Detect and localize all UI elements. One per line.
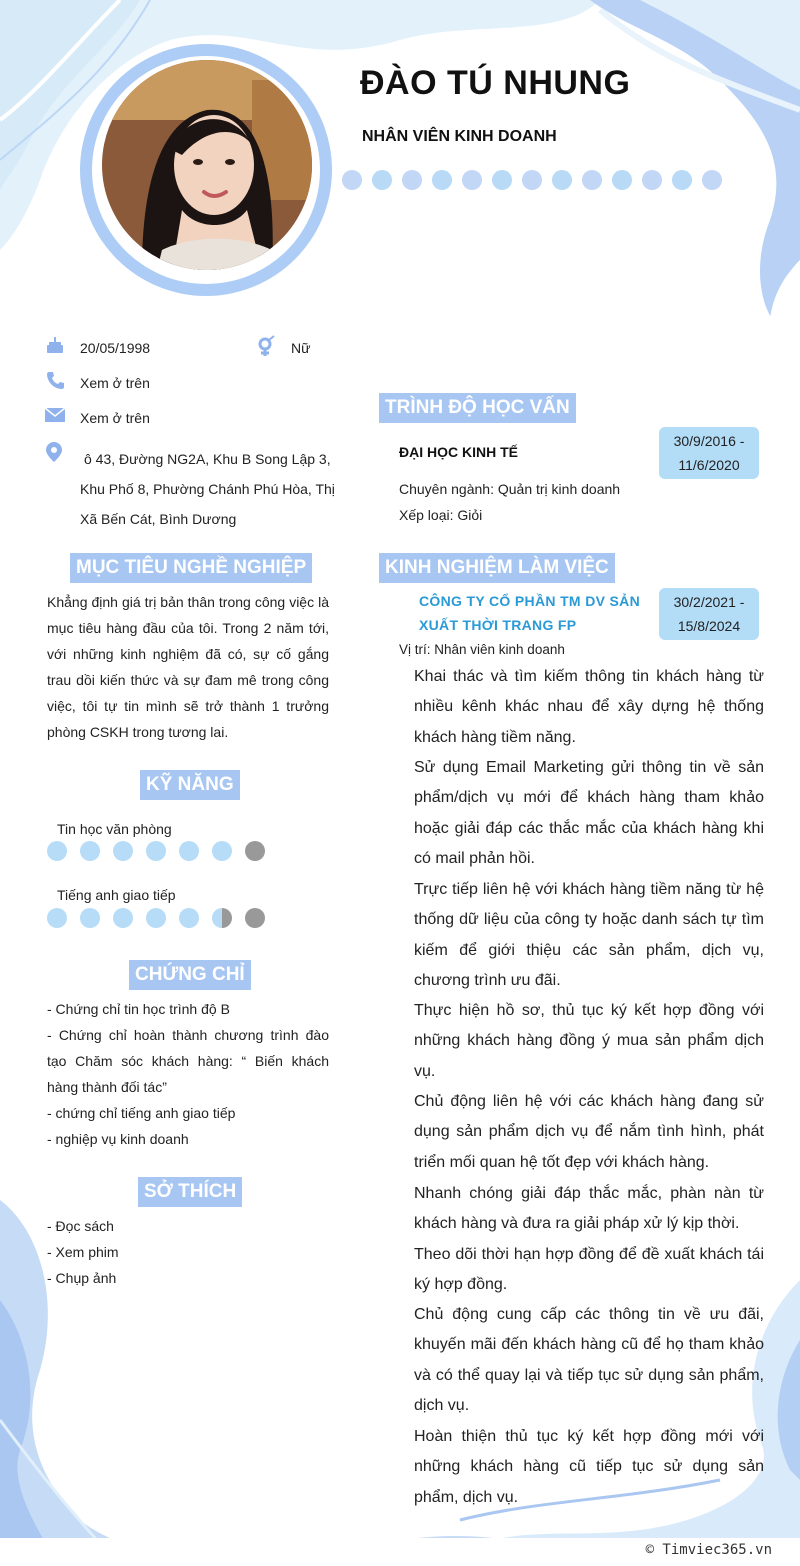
skill-label: Tin học văn phòng xyxy=(57,821,172,837)
location-icon xyxy=(46,442,62,467)
experience-position: Vị trí: Nhân viên kinh doanh xyxy=(399,642,565,657)
address-line: ô 43, Đường NG2A, Khu B Song Lập 3, xyxy=(84,451,331,467)
gender-icon xyxy=(256,335,276,362)
company-name xyxy=(419,589,640,637)
certificates-heading: CHỨNG CHỈ xyxy=(129,960,251,990)
objective-text: Khẳng định giá trị bản thân trong công việc là mục tiêu hàng đầu của tôi. Trong 2 năm tới, với những kinh nghiệm đã có, sự cố gắng trau dồi kiến thức và sự đam mê trong công việc, tôi tự tin mình sẽ trở thành 1 trưởng phòng CSKH trong tương lai. xyxy=(47,594,329,740)
list-item: - Chứng chỉ hoàn thành chương trình đào tạo Chăm sóc khách hàng: “ Biến khách hàng thành đối tác” xyxy=(47,1027,329,1095)
company-line: CÔNG TY CỔ PHẦN TM DV SẢN xyxy=(419,593,640,609)
avatar-frame xyxy=(80,44,332,296)
job-title: NHÂN VIÊN KINH DOANH xyxy=(362,128,557,145)
list-item: - Chứng chỉ tin học trình độ B xyxy=(47,1001,230,1017)
education-grade: Xếp loại: Giỏi xyxy=(399,507,483,523)
address-line: Xã Bến Cát, Bình Dương xyxy=(80,511,237,527)
education-heading: TRÌNH ĐỘ HỌC VẤN xyxy=(379,393,576,423)
school-name: ĐẠI HỌC KINH TẾ xyxy=(399,444,518,460)
list-item: - nghiệp vụ kinh doanh xyxy=(47,1131,189,1147)
watermark: © Timviec365.vn xyxy=(645,1542,772,1558)
education-date-badge xyxy=(659,427,759,479)
email-text: Xem ở trên xyxy=(80,410,150,426)
duty-item: Thực hiện hồ sơ, thủ tục ký kết hợp đồng với những khách hàng đồng ý mua sản phẩm dịch vụ. xyxy=(414,1002,764,1080)
objective-heading: MỤC TIÊU NGHỀ NGHIỆP xyxy=(70,553,312,583)
duty-item: Trực tiếp liên hệ với khách hàng tiềm năng từ hệ thống dữ liệu của công ty hoặc danh sách tự tìm kiếm để giới thiệu các sản phẩm, dịch vụ, chương trình ưu đãi. xyxy=(414,881,764,989)
phone-text: Xem ở trên xyxy=(80,375,150,391)
duty-item: Chủ động cung cấp các thông tin về ưu đãi, khuyến mãi đến khách hàng cũ để họ tham khảo và có thể quay lại và tiếp tục sử dụng sản phẩm, dịch vụ. xyxy=(414,1306,764,1414)
birthday-icon xyxy=(45,335,65,360)
duty-item: Sử dụng Email Marketing gửi thông tin về sản phẩm/dịch vụ mới để khách hàng tham khảo hoặc giải đáp các thắc mắc của khách hàng khi có mail phản hồi. xyxy=(414,759,764,867)
date-start: 30/9/2016 - xyxy=(673,433,745,449)
hobbies-heading: SỞ THÍCH xyxy=(138,1177,242,1207)
date-end: 11/6/2020 xyxy=(678,457,740,473)
address-text xyxy=(80,444,335,534)
date-start: 30/2/2021 - xyxy=(673,594,745,610)
skill-label: Tiếng anh giao tiếp xyxy=(57,887,176,903)
avatar xyxy=(102,60,312,270)
experience-heading: KINH NGHIỆM LÀM VIỆC xyxy=(379,553,615,583)
birthday-text: 20/05/1998 xyxy=(80,340,151,356)
profile-photo-icon xyxy=(102,60,312,270)
hobbies-list xyxy=(47,1213,119,1291)
duty-item: Chủ động liên hệ với các khách hàng đang sử dụng sản phẩm dịch vụ để nắm tình hình, phát triển mối quan hệ tốt đẹp với khách hàng. xyxy=(414,1093,764,1171)
list-item: - Xem phim xyxy=(47,1244,119,1260)
list-item: - Đọc sách xyxy=(47,1218,114,1234)
gender-text: Nữ xyxy=(291,340,311,356)
duty-item: Hoàn thiện thủ tục ký kết hợp đồng mới với những khách hàng cũ tiếp tục sử dụng sản phẩm, dịch vụ. xyxy=(414,1428,764,1506)
certificates-list xyxy=(47,996,329,1152)
company-line: XUẤT THỜI TRANG FP xyxy=(419,617,577,633)
date-end: 15/8/2024 xyxy=(677,618,741,634)
phone-icon xyxy=(45,370,65,395)
experience-date-badge xyxy=(659,588,759,640)
skill-rating xyxy=(47,841,265,861)
decorative-dots xyxy=(342,170,722,190)
duty-item: Theo dõi thời hạn hợp đồng để đề xuất khách tái ký hợp đồng. xyxy=(414,1246,764,1294)
skill-rating xyxy=(47,908,265,928)
address-line: Khu Phố 8, Phường Chánh Phú Hòa, Thị xyxy=(80,481,335,497)
list-item: - Chụp ảnh xyxy=(47,1270,117,1286)
education-major: Chuyên ngành: Quản trị kinh doanh xyxy=(399,481,621,497)
skills-heading: KỸ NĂNG xyxy=(140,770,240,800)
email-icon xyxy=(45,407,65,428)
candidate-name: ĐÀO TÚ NHUNG xyxy=(360,64,631,102)
duty-item: Nhanh chóng giải đáp thắc mắc, phàn nàn từ khách hàng và đưa ra giải pháp xử lý kịp thời. xyxy=(414,1185,764,1233)
duty-item: Khai thác và tìm kiếm thông tin khách hàng từ nhiều kênh khác nhau để xây dựng hệ thống khách hàng tiềm năng. xyxy=(414,668,764,746)
list-item: - chứng chỉ tiếng anh giao tiếp xyxy=(47,1105,236,1121)
